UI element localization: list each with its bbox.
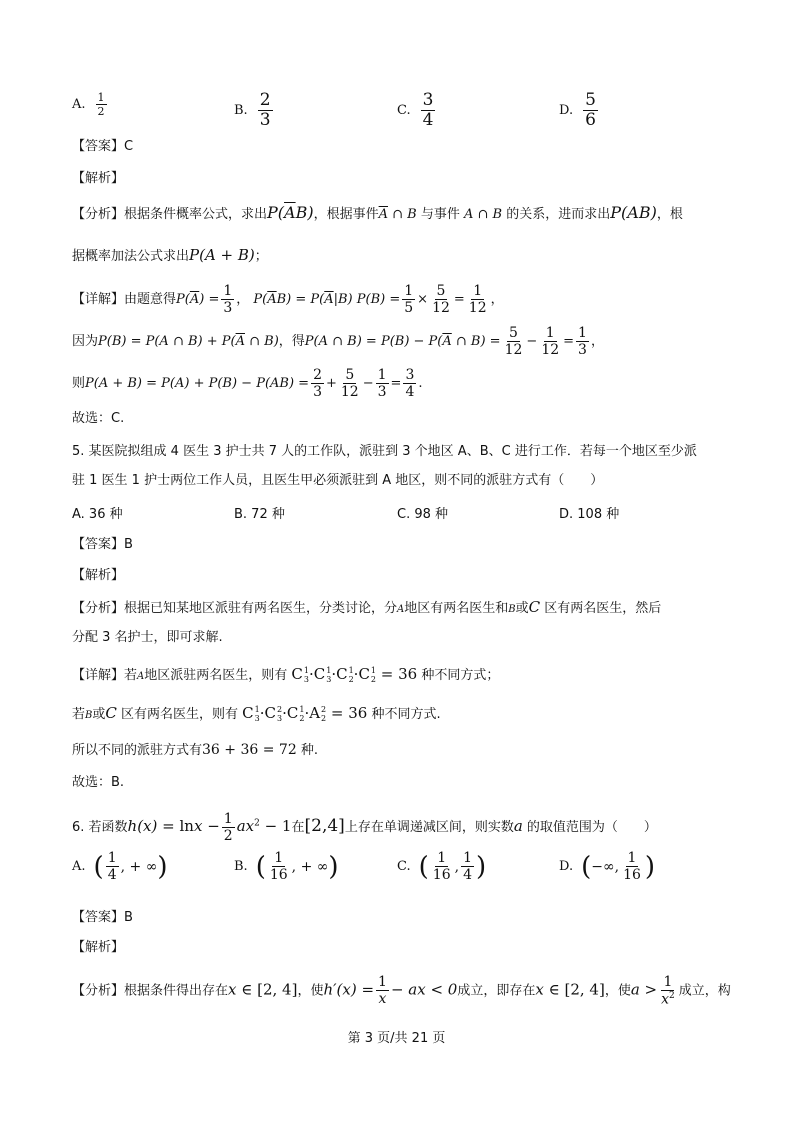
q5-option-b: B. 72 种	[234, 507, 285, 522]
q6-answer: 【答案】B	[72, 910, 133, 925]
q6-option-b: B. ( $\frac{1}{16}$ , + ∞ )	[234, 850, 339, 883]
q5-fenxi-line2: 分配 3 名护士，即可求解.	[72, 630, 223, 645]
q4-detail-line1: 【详解】由题意得$P(\overline{A})$ = $\frac{1}{3}$ ， $P(\overline{A}B) = P(\overline{A}|B) P(B)$ = $\frac{1}{5}$ × $\frac{5}{12}$ = $\frac{1}{12}$ ，	[72, 283, 504, 316]
q6-fenxi-line: 【分析】根据条件得出存在x ∈ [2, 4]，使h′(x) = $\frac{1}{x}$ − ax < 0成立，即存在x ∈ [2, 4]，使a > $\frac{1}{x^2}$ 成立，构	[72, 974, 731, 1008]
q5-option-a: A. 36 种	[72, 507, 123, 522]
q6-option-a: A. ( $\frac{1}{4}$ , + ∞ )	[72, 850, 168, 883]
q4-detail-line2: 因为P(B) = P(A ∩ $B) + P(\overline{A}$ ∩ B)，得P(A ∩ $B) = P(B) - P(\overline{A}$ ∩ B) = $\frac{5}{12}$ − $\frac{1}{12}$ = $\frac{1}{3}$ ，	[72, 325, 604, 358]
q4-option-d: D. $\frac{5}{6}$	[559, 90, 596, 130]
q4-detail-line3: 则P(A + B) = P(A) + P(B) − P(AB) = $\frac{2}{3}$ + $\frac{5}{12}$ − $\frac{1}{3}$ = $\frac{3}{4}$ .	[72, 367, 423, 400]
q5-detail-line1: 【详解】若A地区派驻两名医生，则有 C 1 3 ·C 1 3 ·C 1 2 ·C 1 2 = 36 种不同方式；	[72, 665, 500, 684]
q5-stem-line2: 驻 1 医生 1 护士两位工作人员，且医生甲必须派驻到 A 地区，则不同的派驻方式有（ ）	[72, 473, 604, 488]
q5-analysis-tag: 【解析】	[72, 568, 125, 583]
q4-option-c: C. $\frac{3}{4}$	[397, 90, 434, 130]
q4-option-a: A. $\frac{1}{2}$	[72, 91, 105, 118]
q4-conclusion: 故选：C.	[72, 411, 125, 426]
q5-option-d: D. 108 种	[559, 507, 620, 522]
q4-analysis-tag: 【解析】	[72, 171, 125, 186]
q5-answer: 【答案】B	[72, 537, 133, 552]
q4-fenxi-line2: 据概率加法公式求出P(A + B)；	[72, 246, 268, 264]
q5-stem-line1: 5. 某医院拟组成 4 医生 3 护士共 7 人的工作队，派驻到 3 个地区 A、B、C 进行工作．若每一个地区至少派	[72, 444, 697, 459]
q5-conclusion: 故选：B.	[72, 775, 125, 790]
q4-option-b: B. $\frac{2}{3}$	[234, 90, 271, 130]
q6-option-c: C. ( $\frac{1}{16}$ , $\frac{1}{4}$ )	[397, 850, 487, 883]
q6-analysis-tag: 【解析】	[72, 940, 125, 955]
q6-option-d: D. ( −∞, $\frac{1}{16}$ )	[559, 850, 656, 883]
q5-total: 所以不同的派驻方式有36 + 36 = 72 种.	[72, 742, 319, 758]
q4-fenxi-line1: 【分析】根据条件概率公式，求出$P(\overline{A}B)$，根据事件$\overline{A}$ ∩ B 与事件 A ∩ B 的关系，进而求出P(AB)，根	[72, 203, 683, 222]
q6-stem: 6. 若函数h(x) = lnx − $\frac{1}{2}$ $ax^2 - 1$在[2,4]上存在单调递减区间，则实数a 的取值范围为（ ）	[72, 811, 657, 844]
q6-options	[72, 851, 732, 891]
q5-option-c: C. 98 种	[397, 507, 449, 522]
q5-detail-line2: 若B或C 区有两名医生，则有 C 1 3 ·C 2 3 ·C 1 2 ·A 2 2 = 36 种不同方式.	[72, 704, 441, 723]
q4-answer: 【答案】C	[72, 139, 134, 154]
page-footer: 第 3 页/共 21 页	[347, 1031, 446, 1046]
q5-fenxi-line1: 【分析】根据已知某地区派驻有两名医生，分类讨论，分A地区有两名医生和B或C 区有两名医生，然后	[72, 598, 662, 616]
